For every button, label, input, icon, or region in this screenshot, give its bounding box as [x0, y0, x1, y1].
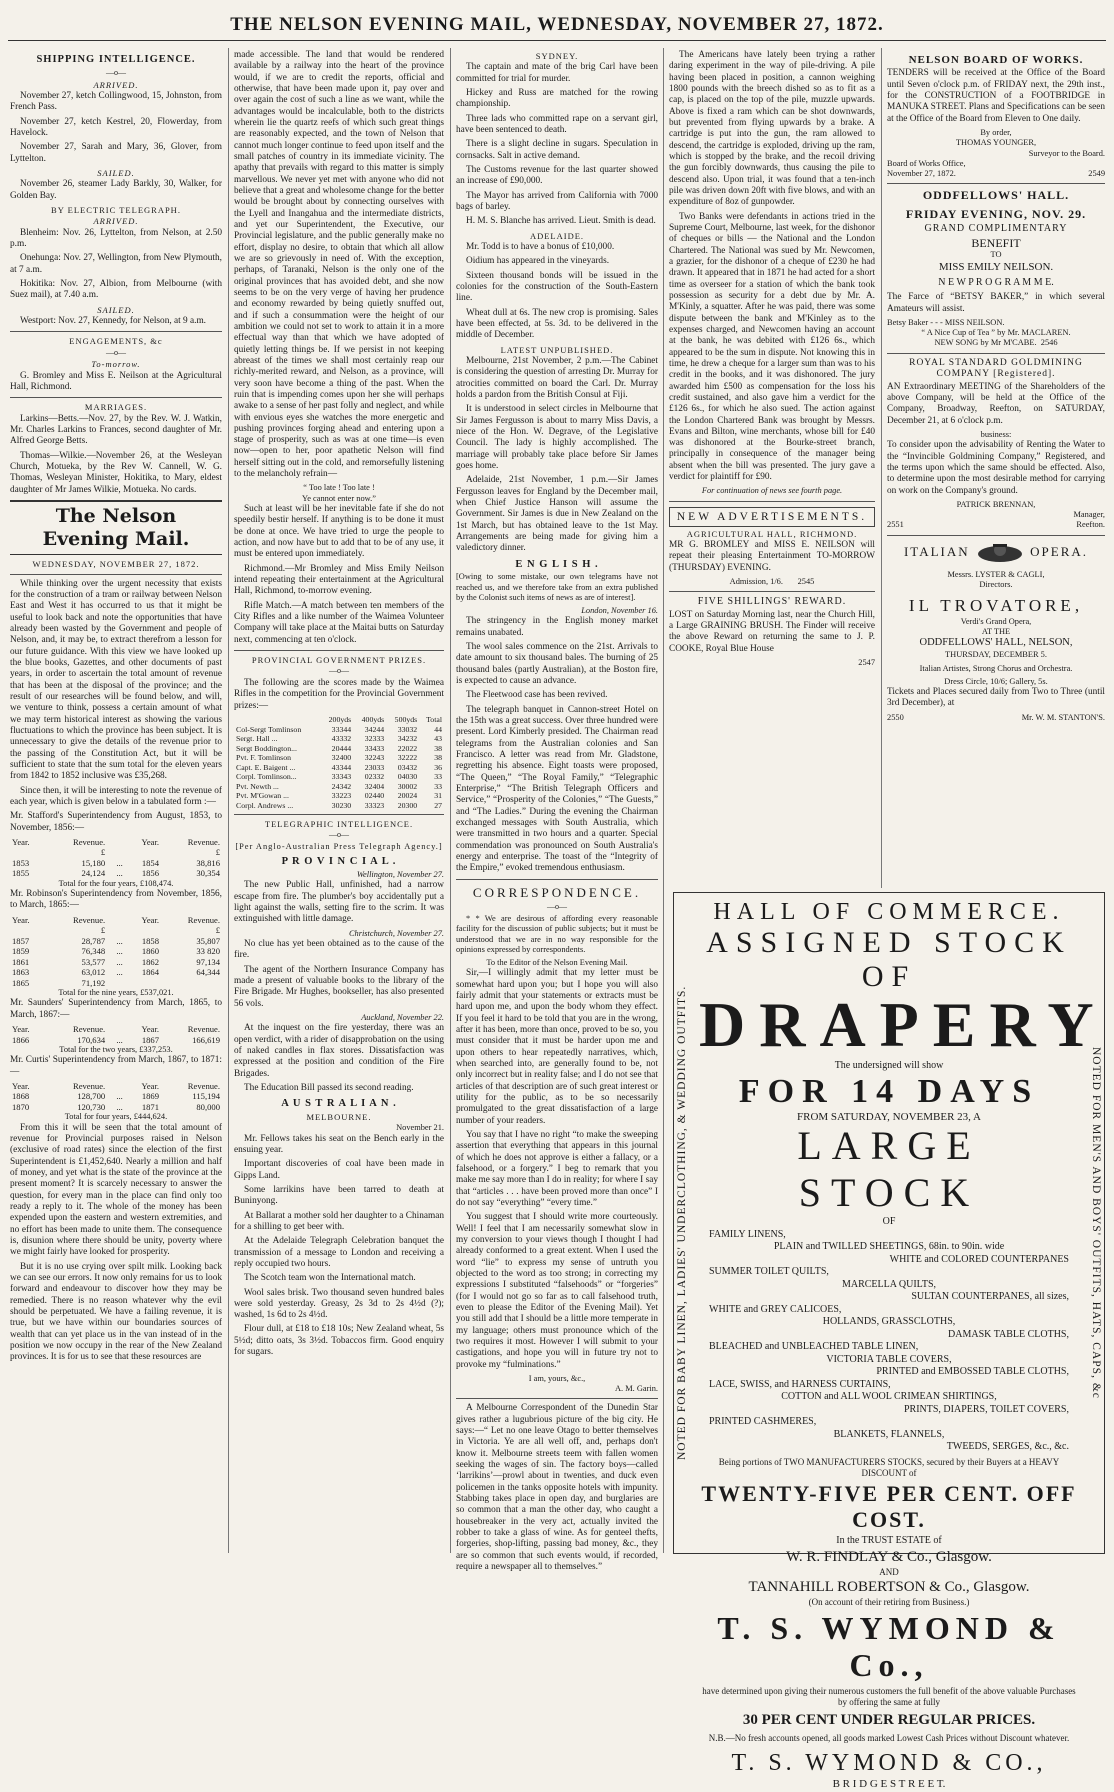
telegraph-heading: BY ELECTRIC TELEGRAPH. — [51, 204, 181, 215]
ad-line: W. R. FINDLAY & Co., Glasgow. — [786, 1548, 992, 1565]
sailed-heading: SAILED. — [97, 304, 135, 315]
marriage-item: Larkins—Betts.—Nov. 27, by the Rev. W. J. Watkin, Mr. Charles Larkins to Frances, second daughter of Mr. Alfred George Betts. — [10, 413, 222, 447]
ad-line: MISS EMILY NEILSON. — [938, 260, 1054, 273]
ad-list-item: TWEEDS, SERGES, &c., &c. — [946, 1441, 1069, 1453]
rule — [234, 814, 444, 815]
letter-paragraph: Sir,—I willingly admit that my letter must be somewhat hard upon you; but I hope you will also fairly admit that your statements or extracts must be hard upon me, and upon the body whom they effect. If you feel it hard to be told that you are in the wrong, after it has been, more than once, proved to be so, you must consider that it must be harder upon me and upon others to hear repeatedly narratives, which, when searched into, are generally found to be, not only incorrect but in reality false; and I do not see that articles of that description are of such great interest or utility for the public, as to be so necessarily promulgated to the great dissatisfaction of a large number of your readers. — [456, 968, 658, 1126]
ad-line: 30 PER CENT UNDER REGULAR PRICES. — [742, 1712, 1036, 1729]
news-paragraph: A Melbourne Correspondent of the Dunedin Star gives rather a lugubrious picture of the big city. He says:—“ Let no one leave Otago to better themselves in Victoria. Ye are all well off, and, perhaps don't know it. Melbourne streets teem with fallen women seeking the wages of sin. The factory boys—called ‘larrikins’—prowl about in twenties, and duck even policemen in the tanks opposite hotels with impunity. Stabbing takes place in open day, and burglaries are so common that a man the other day, who caught a housebreaker in the very act, actually invited the robber to take a glass of wine. As for genteel thefts, forgeries, shop-lifting, passing bad money, &c., they are so common that such events would, if recorded, require a newspaper all to themselves.” — [456, 1403, 658, 1572]
column-divider — [881, 48, 882, 888]
divider: —o— — [547, 902, 567, 912]
rule — [234, 650, 444, 651]
ad-title: TWENTY-FIVE PER CENT. OFF COST. — [701, 1481, 1077, 1533]
ad-line: The undersigned will show — [834, 1060, 944, 1071]
news-paragraph: The telegraph banquet in Cannon-street Hotel on the 15th was a great success. Over three hundred were present. Lord Kimberly presided. The Chairman read telegrams from the Australian colonies and San Francisco. A letter was read from Mr. Gladstone, regretting his absence. Eight toasts were proposed, “The Queen,” “The Royal Family,” “Telegraphic Enterprise,” “The British Telegraph Officers and Service,” “Prosperity of the Colonies,” “The Guests,” and “The Ladies.” During the evening the Chairman exchanged messages with South Australia, which were transmitted in two hours and a quarter. Special commendation was pronounced on South Australia's energy and enterprise. The toast of the “Integrity of the Empire,” evoked tremendous enthusiasm. — [456, 704, 658, 874]
divider: —o— — [329, 666, 349, 676]
drapery-advertisement — [673, 892, 1108, 1791]
ad-line: PATRICK BRENNAN, — [956, 499, 1036, 509]
sydney-heading: SYDNEY. — [535, 51, 579, 61]
news-paragraph: Mr. Todd is to have a bonus of £10,000. — [466, 241, 615, 252]
ad-list-item: SUMMER TOILET QUILTS, — [709, 1266, 829, 1278]
ad-line: November 27, 1872. 2549 — [887, 169, 1105, 179]
ad-list-item: PLAIN and TWILLED SHEETINGS, 68in. to 90in. wide — [773, 1241, 1005, 1253]
ad-title: ASSIGNED STOCK OF — [706, 926, 1072, 993]
table-row: Sergt Boddington... 20444 33433 22022 38 — [236, 743, 442, 753]
masthead: THE NELSON EVENING MAIL, WEDNESDAY, NOVEMBER 27, 1872. — [230, 14, 884, 35]
ad-line: 2550 Mr. W. M. STANTON'S. — [887, 712, 1105, 722]
rule — [669, 501, 875, 502]
sailed-heading: SAILED. — [97, 167, 135, 178]
column-3 — [456, 50, 658, 1572]
ad-line: OF — [882, 1216, 896, 1228]
ad-list-item: VICTORIA TABLE COVERS, — [826, 1353, 952, 1365]
dateline: Wellington, November 27. — [356, 870, 444, 880]
ad-list-item: MARCELLA QUILTS, — [841, 1278, 937, 1290]
dateline: Auckland, November 22. — [361, 1012, 444, 1022]
ad-line: T. S. WYMOND & CO., — [731, 1750, 1047, 1777]
table-heading: Mr. Saunders' Superintendency from March, 1865, to March, 1867:— — [10, 998, 222, 1020]
revenue-table: Year. Revenue. Year. Revenue. 1868 128,700 ... 1869 115,194 1870 120,730 ... 1871 80,000 — [12, 1080, 220, 1112]
news-paragraph: Richmond.—Mr Bromley and Miss Emily Neilson intend repeating their entertainment at the Agricultural Hall, Richmond, to-morrow evening. — [234, 563, 444, 597]
news-paragraph: Hickey and Russ are matched for the rowing championship. — [456, 88, 658, 110]
ad-line: IL TROVATORE, — [908, 596, 1084, 616]
rule — [887, 353, 1105, 354]
english-heading: E N G L I S H . — [515, 558, 599, 570]
arrived-heading: ARRIVED. — [93, 216, 139, 227]
table-row: 1870 120,730 ... 1871 80,000 — [12, 1101, 220, 1112]
ad-heading: ROYAL STANDARD GOLDMINING COMPANY [Registered]. — [909, 357, 1083, 380]
ad-title: LARGE STOCK — [797, 1123, 981, 1216]
royal-crest-icon — [975, 542, 1025, 564]
ad-heading: ODDFELLOWS' HALL. — [922, 188, 1070, 203]
ad-list-item: PRINTED CASHMERES, — [709, 1416, 817, 1428]
ad-line: Verdi's Grand Opera, — [960, 616, 1032, 626]
engagements-heading: ENGAGEMENTS, &c — [69, 336, 163, 347]
ad-line: Dress Circle, 10/6; Gallery, 5s. — [944, 676, 1048, 686]
table-row: 1863 63,012 ... 1864 64,344 — [12, 967, 220, 978]
ad-admission: Admission, 1/6. 2545 — [729, 577, 815, 587]
news-paragraph: Wool sales brisk. Two thousand seven hundred bales were sold yesterday. Greasy, 2s 3d to 2s 4½d (?); washed, 1s 6d to 2s 4½d. — [234, 1287, 444, 1321]
ad-list-item: PRINTS, DIAPERS, TOILET COVERS, — [903, 1403, 1069, 1415]
ad-line: business: — [980, 430, 1012, 440]
ad-list-item: LACE, SWISS, and HARNESS CURTAINS, — [709, 1378, 891, 1390]
divider: —o— — [329, 830, 349, 840]
ad-line: 2551 Reefton. — [887, 520, 1105, 530]
ad-list-item: BLEACHED and UNBLEACHED TABLE LINEN, — [709, 1341, 919, 1353]
column-1 — [10, 50, 222, 1555]
telegraphic-subheading: [Per Anglo-Australian Press Telegraph Agency.] — [235, 842, 443, 852]
ad-line: N.B.—No fresh accounts opened, all goods marked Lowest Cash Prices without Discount whatever. — [708, 1733, 1070, 1743]
australian-heading: A U S T R A L I A N . — [281, 1098, 397, 1110]
ad-line: N E W P R O G R A M M E. — [938, 277, 1054, 289]
rule — [887, 535, 1105, 536]
news-paragraph: Some larrikins have been tarred to death at Buninyong. — [234, 1184, 444, 1207]
unpublished-heading: LATEST UNPUBLISHED. — [500, 344, 614, 355]
table-total: Total for the nine years, £537,021. — [58, 988, 174, 998]
column-5 — [887, 50, 1105, 888]
news-paragraph: The agent of the Northern Insurance Company has made a present of valuable books to the library of the Fire Brigade. Mr Hughes, bookseller, has also presented 56 vols. — [234, 964, 444, 1009]
news-paragraph: There is a slight decline in sugars. Speculation in cornsacks. Salt in active demand. — [456, 139, 658, 161]
arrival-item: November 27, ketch Kestrel, 20, Flowerday, from Havelock. — [10, 116, 222, 138]
column-divider — [663, 48, 664, 1553]
arrival-item: November 27, Sarah and Mary, 36, Glover, from Lyttelton. — [10, 142, 222, 164]
news-paragraph: The Americans have lately been trying a rather daring experiment in the way of pile-driving. A pile having been placed in position, a cannon weighing 1800 pounds with the breech dished so as to fit as a cap, is placed on the top of the pile, muzzle upwards. Above is fixed a ram which can be shot downwards, but prevented from flying upwards by a brake. A cartridge is put into the gun, the ram allowed to descend, the cartridge is exploded, driving up the ram, which is stopped by the brake, and the recoil driving the gun forcibly downwards, thus causing the pile to descend also. Upon trial, it was found that a ten-inch pile was driven down 20ft with five blows, and with an expenditure of 8oz of gunpowder. — [669, 50, 875, 208]
sailed-item: November 26, steamer Lady Barkly, 30, Walker, for Golden Bay. — [10, 179, 222, 201]
dateline: Christchurch, November 27. — [348, 928, 444, 938]
ad-line: (On account of their retiring from Business.) — [808, 1596, 970, 1607]
table-row: 1868 128,700 ... 1869 115,194 — [12, 1091, 220, 1102]
ad-list-item: COTTON and ALL WOOL CRIMEAN SHIRTINGS, — [781, 1391, 997, 1403]
prizes-heading: PROVINCIAL GOVERNMENT PRIZES. — [251, 654, 427, 665]
ad-line: GRAND COMPLIMENTARY — [924, 222, 1068, 234]
table-total: Total for the two years, £337,253. — [59, 1045, 173, 1055]
news-paragraph: Flour dull, at £18 to £18 10s; New Zealand wheat, 5s 5½d; ditto oats, 3s 3½d. Tobaccos firm. Good enquiry for sugars. — [234, 1324, 444, 1358]
table-total: Total for four years, £444,624. — [64, 1112, 168, 1122]
ad-body: MR G. BROMLEY and MISS E. NEILSON will repeat their pleasing Entertainment TO-MORROW (THURSDAY) EVENING. — [669, 540, 875, 573]
ad-line: Surveyor to the Board. — [1028, 148, 1105, 158]
ad-body: The Farce of “BETSY BAKER,” in which several Amateurs will assist. — [887, 292, 1105, 314]
news-paragraph: Wheat dull at 6s. The new crop is promising. Sales have been effected, at 5s. 3d. to be delivered in the middle of December. — [456, 307, 658, 341]
marriages-heading: MARRIAGES. — [84, 402, 148, 413]
ad-list-item: SULTAN COUNTERPANES, all sizes, — [911, 1291, 1069, 1303]
rule — [669, 591, 875, 592]
news-paragraph: Melbourne, 21st November, 2 p.m.—The Cabinet is considering the question of arresting Dr. Murray for atrocities committed on board the Carl. Dr. Murray holds a pardon from the British Consul at Fiji. — [456, 355, 658, 400]
rule — [10, 574, 222, 575]
ad-line: have determined upon giving their numerous customers the full benefit of the above valuable Purchases by offering the same at fully — [702, 1685, 1076, 1707]
divider: —o— — [106, 347, 126, 357]
news-paragraph: The Customs revenue for the last quarter showed an increase of £90,000. — [456, 164, 658, 187]
paper-title: The Nelson Evening Mail. — [10, 500, 222, 555]
news-paragraph: The stringency in the English money market remains unabated. — [456, 616, 658, 638]
ad-list-item: WHITE and COLORED COUNTERPANES — [889, 1253, 1069, 1265]
continuation-note: For continuation of news see fourth page. — [701, 486, 843, 496]
telegraph-item: Blenheim: Nov. 26, Lyttelton, from Nelson, at 2.50 p.m. — [10, 227, 222, 249]
table-row: Corpl. Andrews ... 30230 33323 20300 27 — [236, 800, 442, 810]
shipping-heading: SHIPPING INTELLIGENCE. — [36, 54, 196, 65]
table-row: Pvt. Newth ... 24342 32404 30002 33 — [236, 781, 442, 791]
dateline: London, November 16. — [581, 606, 658, 616]
ad-line: Betsy Baker - - - MISS NEILSON. — [887, 317, 1005, 327]
tomorrow-label: To-morrow. — [91, 359, 141, 370]
news-paragraph: Oidium has appeared in the vineyards. — [466, 256, 610, 267]
table-row: 1866 170,634 ... 1867 166,619 — [12, 1034, 220, 1045]
table-row: 1853 15,180 ... 1854 38,816 — [12, 857, 220, 868]
table-row: Pvt. M'Gowan ... 33223 02440 20024 31 — [236, 791, 442, 800]
ad-list-item: BLANKETS, FLANNELS, — [833, 1428, 945, 1440]
scores-table: 200yds 400yds 500yds Total Col-Sergt Tomlinson 33344 34244 33032 44 Sergt. Hall ... 43332 32333 34232 43 Sergt Boddington... 20444 33433 22022 38 Pvt. F. Tomlinson 32400 32243 32222 38 Capt. E. Baigent ... 43344 23033 03432 36 Corpl. Tomlinson... 33343 02332 04030 33 Pvt. Newth ... 24342 32404 30002 33 Pvt. M'Gowan ... 33223 02440 20024 31 Corpl. Andrews ... 30230 33323 20300 27 — [236, 715, 442, 810]
editorial-paragraph: made accessible. The land that would be rendered available by a railway into the heart of the province would, if we are to credit the reports, official and otherwise, that have been made upon it, pay over and over again the cost of such a line as we want, while the advantages would be incalculable, both to the districts wherein lie the quartz reefs of which such great things are reasonably expected, and the town of Nelson that cannot much longer continue to feed upon itself and the small patches of country in its immediate vicinity. The apathy that prevails with regard to this matter is simply marvellous. We never yet met with anyone who did not believe that a great and wholesome change for the better would be brought about by connecting ourselves with the Lyell and Inangahua and the intermediate districts, and yet our Superintendent, the Executive, our Provincial legislature, and the public generally make no effort, display no desire, to obtain that which all allow we are so grievously in need of. With the exception, perhaps, of Taranaki, Nelson is the only one of the original provinces that has avoided debt, and she now seems to be on the very verge of having her prudence and economy rewarded by being quietly snuffed out, and if such a consummation were the height of our ambition we could not set to work to attain it in a more effectual way than that which we have adopted of quietly letting things be. If we persist in not keeping abreast of the times we shall most certainly reap our richly-merited reward, and Nelson, as a province, will very soon have become a thing of the past. When the ruin that is impending comes upon her she will perhaps awake to a sense of her past folly and neglect, and while with envious eyes she watches the more energetic and pushing provinces forging ahead and entering upon a stage of prosperity, such as was at one time—is even now—open to her, poor apathetic Nelson will find herself sitting out in the cold, and remorsefully listening to the melancholy refrain— — [234, 50, 444, 480]
ad-heading: AGRICULTURAL HALL, RICHMOND. — [686, 528, 858, 539]
ad-line: Manager, — [1073, 510, 1105, 520]
ad-number: 2547 — [858, 657, 875, 667]
ad-line: By order, — [980, 128, 1012, 138]
left-vertical-slogan: NOTED FOR BABY LINEN, LADIES' UNDERCLOTHING, & WEDDING OUTFITS. — [676, 985, 688, 1461]
masthead-rule — [8, 40, 1106, 41]
revenue-table: Year. Revenue. Year. Revenue. £ £ 1853 15,180 ... 1854 38,816 1855 24,124 ... 1856 30,354 — [12, 836, 220, 879]
ad-line: “ A Nice Cup of Tea ” by Mr. MACLAREN. — [921, 328, 1071, 338]
editorial-paragraph: Since then, it will be interesting to note the revenue of each year, which is given below in a tabulated form :— — [10, 785, 222, 807]
marriage-item: Thomas—Wilkie.—November 26, at the Wesleyan Church, Motueka, by the Rev W. Cannell, W. G. Thomas, Wesleyan Minister, Hokitika, to Mary, eldest daughter of Mr James Wilkie, Motueka. No cards. — [10, 450, 222, 495]
table-row: 1855 24,124 ... 1856 30,354 — [12, 868, 220, 879]
arrived-heading: ARRIVED. — [93, 79, 139, 90]
news-paragraph: It is understood in select circles in Melbourne that Sir James Fergusson is about to marry Miss Davis, a niece of the Hon. W. Degrave, of the Legislative Council. The lady is highly accomplished. The marriage will probably take place before Sir James goes home. — [456, 404, 658, 471]
news-paragraph: The Mayor has arrived from California with 7000 bags of barley. — [456, 190, 658, 212]
editorial-paragraph: Such at least will be her inevitable fate if she do not speedily bestir herself. If anything is to be done it must be done at once. We have tried to urge the people to action, and now have but to add that to be of any use, it must be entered upon immediately. — [234, 503, 444, 560]
table-total: Total for the four years, £108,474. — [58, 878, 174, 888]
telegraph-item: Hokitika: Nov. 27, Albion, from Melbourne (with Suez mail), at 7.40 a.m. — [10, 278, 222, 301]
letter-closing: I am, yours, &c., — [528, 1373, 586, 1383]
ad-body: TENDERS will be received at the Office of the Board until Seven o'clock p.m. of FRIDAY next, the 29th inst., for the CONSTRUCTION of a FOOTBRIDGE in MANUKA STREET. Plans and Specifications can be seen at the Office of the Board from Eleven to One daily. — [887, 68, 1105, 124]
ad-list-item: FAMILY LINENS, — [709, 1228, 786, 1240]
rule — [456, 1398, 658, 1399]
telegraph-item: Onehunga: Nov. 27, Wellington, from New Plymouth, at 7 a.m. — [10, 253, 222, 275]
rule — [887, 183, 1105, 184]
ad-title: T. S. WYMOND & Co., — [717, 1609, 1061, 1683]
ad-body: Tickets and Places secured daily from Two to Three (until 3rd December), at — [887, 687, 1105, 709]
ad-line: Italian Artistes, Strong Chorus and Orchestra. — [919, 663, 1073, 673]
letter-paragraph: You say that I have no right “to make the sweeping assertion that everything that appears in this journal of which he does not approve is either a fallacy, or a falsehood, or a forgery.” I beg to remark that you make me say more than I do in reality; for where I say that “articles . . . have been proved more than once” I do not say “everything” “every time.” — [456, 1130, 658, 1208]
ad-line: AT THE — [981, 627, 1011, 637]
dateline: November 21. — [396, 1123, 444, 1133]
ad-line: THURSDAY, DECEMBER 5. — [945, 650, 1047, 660]
news-paragraph: The Scotch team won the International match. — [244, 1273, 416, 1284]
column-2 — [234, 50, 444, 1555]
table-row: Pvt. F. Tomlinson 32400 32243 32222 38 — [236, 753, 442, 762]
news-paragraph: Two Banks were defendants in actions tried in the Supreme Court, Melbourne, last week, for the dishonor of cheques or bills — the National and the London Chartered. The National was sued by Mr. Newcomen, a grazier, for the dishonor of a cheque of £230 he had drawn. It appeared that in 1871 he had acted for a short time as overseer for a station of which the bank took possession as security for a debt due by Mr. A. M'Kinly, a squatter. After he was paid, there was some dispute between the bank and M'Kinley as to the expenses charged, and Newcomen having an account at the bank, he was debited with £126 6s., which appeared to be the sum in dispute. Not knowing this in time, he drew a cheque for a larger sum than was to his credit in the books, and it was dishonored. The jury awarded him £500 as compensation for the loss his credit sustained, and also gave him a verdict for the £126 6s., for which he also sued. The action against the London Chartered Bank was brought by Messrs. Evans and Bilton, wine merchants, whose bill for £40 was dishonored at the Bourke-street branch, principally in consequence of the manager being absent when the bill was presented. The jury gave a verdict for plaintiff for £90. — [669, 211, 875, 483]
opera-heading: ITALIAN OPERA. — [887, 542, 1105, 564]
ad-line: In the TRUST ESTATE of — [836, 1535, 942, 1547]
ad-heading: FIVE SHILLINGS' REWARD. — [697, 596, 847, 608]
table-row: Corpl. Tomlinson... 33343 02332 04030 33 — [236, 772, 442, 781]
new-advertisements-heading: NEW ADVERTISEMENTS. — [669, 507, 875, 527]
table-row: 1859 76,348 ... 1860 33 820 — [12, 946, 220, 957]
ad-line: Directors. — [979, 579, 1013, 589]
ad-title: HALL OF COMMERCE. — [713, 899, 1065, 925]
dateline: WEDNESDAY, NOVEMBER 27, 1872. — [32, 559, 200, 570]
ad-line: NEW SONG by Mr M'CABE. 2546 — [934, 338, 1058, 348]
ad-body: LOST on Saturday Morning last, near the Church Hill, a Large GRAINING BRUSH. The Finder will receive the above Reward on returning the same to J. P. COOKE, Royal Blue House — [669, 609, 875, 654]
revenue-table: Year. Revenue. Year. Revenue. £ £ 1857 28,787 ... 1858 35,807 1859 76,348 ... 1860 33 820 1861 53,577 ... 1862 97,134 1863 63,012 ... 1864 64,344 1865 71,192 — [12, 914, 220, 988]
right-vertical-slogan: NOTED FOR MEN'S AND BOYS' OUTFITS, HATS, CAPS, &c — [1090, 1047, 1102, 1399]
verse-line: Ye cannot enter now.” — [302, 493, 376, 503]
table-row: 1865 71,192 — [12, 977, 106, 988]
revenue-table: Year. Revenue. Year. Revenue. 1866 170,634 ... 1867 166,619 — [12, 1024, 220, 1045]
table-row: Capt. E. Baigent ... 43344 23033 03432 36 — [236, 762, 442, 772]
table-heading: Mr. Stafford's Superintendency from August, 1853, to November, 1856:— — [10, 811, 222, 833]
ad-line: B R I D G E S T R E E T. — [832, 1778, 946, 1791]
news-paragraph: Mr. Fellows takes his seat on the Bench early in the ensuing year. — [234, 1133, 444, 1155]
ad-list-item: HOLLANDS, GRASSCLOTHS, — [822, 1316, 956, 1328]
arrival-item: November 27, ketch Collingwood, 15, Johnston, from French Pass. — [10, 90, 222, 113]
ad-heading: FRIDAY EVENING, NOV. 29. — [905, 206, 1087, 221]
column-divider — [450, 48, 451, 1553]
editorial-paragraph: While thinking over the urgent necessity that exists for the construction of a tram or railway between Nelson East and West it has occurred to us that it might be useful to look back and note the opportunities that have already been wasted by the Government and people of Nelson, and, it may be, to extract therefrom a lesson for our future guidance. With this view we have looked up the blue books, Gazettes, and other documents of past years, in order to ascertain the total amount of revenue that has been at the disposal of the province; and the result of our researches will be found below, and will, we venture to think, possess a certain amount of what we may term historical interest as showing the various fluctuations to which the province has been subject. It is unnecessary to give the details of the revenue prior to the passing of the Constitution Act, but it will be sufficient to state that the sum total for the eleven years from 1842 to 1852 inclusive was £35,268. — [10, 578, 222, 782]
news-paragraph: The following are the scores made by the Waimea Rifles in the competition for the Provincial Government prizes:— — [234, 678, 444, 711]
ad-line: Board of Works Office, — [887, 158, 966, 168]
ad-line: FROM SATURDAY, NOVEMBER 23, A — [797, 1110, 981, 1123]
letter-signature: A. M. Garin. — [614, 1384, 658, 1394]
news-paragraph: Sixteen thousand bonds will be issued in the colonies for the construction of the South-Eastern line. — [456, 270, 658, 304]
rule — [10, 397, 222, 398]
letter-paragraph: You suggest that I should write more courteously. Well! I feel that I am necessarily somewhat slow in my conversion to your views though I thought I had already conformed to a great extent. When I used the word “lie” to express my sense of untruth you objected to the word as too strong; in correcting my expressions I substituted “falsehoods” or “forgeries” (for I would not go so far as to call falsehood truth, even to please the Editor of the Evening Mail). Yet you still add that I should be a little more temperate in my language; others must pronounce which of the two requires it most. However I will submit to your castigations, and hope you will in future try not to provoke my “fulminations.” — [456, 1212, 658, 1370]
rule — [456, 879, 658, 880]
column-divider — [228, 48, 229, 1553]
board-heading: NELSON BOARD OF WORKS. — [908, 54, 1084, 66]
editorial-paragraph: But it is no use crying over spilt milk. Looking back we can see our errors. It now only remains for us to look forward and endeavour to discover how they may be remedied. There is no reason whatever why the evil should be perpetuated. We have a failing revenue, it is true, but we have within our boundaries sources of wealth that can yet place us in the van instead of in the position we now occupy in the rear of the New Zealand provinces. It is for us to see that these resources are — [10, 1261, 222, 1363]
correspondence-heading: CORRESPONDENCE. — [472, 884, 642, 900]
news-paragraph: At the Adelaide Telegraph Celebration banquet the transmission of a message to London and receiving a reply occupied two hours. — [234, 1236, 444, 1269]
melbourne-heading: MELBOURNE. — [306, 1111, 372, 1122]
ad-list-item: DAMASK TABLE CLOTHS, — [948, 1328, 1069, 1340]
news-paragraph: H. M. S. Blanche has arrived. Lieut. Smith is dead. — [466, 216, 656, 227]
editorial-paragraph: From this it will be seen that the total amount of revenue for Provincial purposes raised in Nelson (exclusive of road rates) since the election of the first Superintendent is £1,452,640. Nearly a million and half of money, and yet what is the state of the province at the present moment? It is scarcely necessary to answer the question, for every man in the place can find only too ready a reply to it. The whole of the money has been expended upon the eastern and western extremities, and no effort has been made to unite them. The consequence is, disunion where there should be unity, poverty where we might fairly have looked for prosperity. — [10, 1122, 222, 1258]
ad-list-item: WHITE and GREY CALICOES, — [709, 1303, 842, 1315]
ad-title: DRAPERY — [699, 989, 1108, 1060]
news-paragraph: The Education Bill passed its second reading. — [244, 1082, 414, 1093]
engagement-item: G. Bromley and Miss E. Neilson at the Agricultural Hall, Richmond. — [10, 370, 222, 393]
ad-list-item: PRINTED and EMBOSSED TABLE CLOTHS, — [876, 1366, 1069, 1378]
ad-line: TO — [990, 250, 1002, 260]
ad-body: AN Extraordinary MEETING of the Shareholders of the above Company, will be held at the Office of the Company, Broadway, Reefton, on SATURDAY, December 21, at 6 o'clock p.m. — [887, 381, 1105, 426]
editor-note: [Owing to some mistake, our own telegrams have not reached us, and we therefore take from an extra published by the Colonist such items of news as are of interest]. — [456, 572, 658, 602]
table-heading: Mr. Curtis' Superintendency from March, 1867, to 1871:— — [10, 1055, 222, 1077]
column-4 — [669, 50, 875, 890]
news-paragraph: Three lads who committed rape on a servant girl, have been sentenced to death. — [456, 113, 658, 135]
news-paragraph: The captain and mate of the brig Carl have been committed for trial for murder. — [456, 62, 658, 84]
news-paragraph: The Fleetwood case has been revived. — [466, 690, 608, 701]
news-paragraph: The wool sales commence on the 21st. Arrivals to date amount to six thousand bales. The burning of 25 thousand bales (partly Australian), at the Boston fire, is expected to cause an advance. — [456, 642, 658, 686]
ad-body: To consider upon the advisability of Renting the Water to the “Invincible Goldmining Company,” Registered, and the terms upon which the same should be effected. Also, to determine upon the most desirable method for carrying on work on the Company's ground. — [887, 440, 1105, 496]
news-paragraph: The new Public Hall, unfinished, had a narrow escape from fire. The plumber's boy accidentally put a light against the walls, setting fire to the scrim. It was extinguished with little damage. — [234, 880, 444, 925]
table-row: Sergt. Hall ... 43332 32333 34232 43 — [236, 734, 442, 743]
ad-line: TANNAHILL ROBERTSON & Co., Glasgow. — [748, 1578, 1030, 1595]
table-row: Col-Sergt Tomlinson 33344 34244 33032 44 — [236, 724, 442, 734]
ad-title: FOR 14 DAYS — [738, 1072, 1040, 1110]
provincial-heading: P R O V I N C I A L . — [281, 856, 397, 868]
news-paragraph: At Ballarat a mother sold her daughter to a Chinaman for a shilling to get beer with. — [234, 1210, 444, 1232]
table-heading: Mr. Robinson's Superintendency from November, 1856, to March, 1865:— — [10, 889, 222, 911]
adelaide-heading: ADELAIDE. — [529, 230, 585, 241]
ad-line: BENEFIT — [971, 235, 1021, 250]
news-paragraph: No clue has yet been obtained as to the cause of the fire. — [234, 938, 444, 961]
verse-line: “ Too late ! Too late ! — [303, 483, 375, 493]
correspondence-note: * * We are desirous of affording every reasonable facility for the discussion of public subjects; but it must be understood that we are in no way responsible for the opinions expressed by correspondents. — [456, 914, 658, 954]
ad-line: AND — [879, 1566, 899, 1577]
telegraph-item: Westport: Nov. 27, Kennedy, for Nelson, at 9 a.m. — [20, 315, 207, 326]
rule — [10, 331, 222, 332]
table-row: 1861 53,577 ... 1862 97,134 — [12, 956, 220, 967]
ad-line: ODDFELLOWS' HALL, NELSON, — [919, 637, 1073, 649]
news-paragraph: Important discoveries of coal have been made in Gipps Land. — [234, 1159, 444, 1181]
ad-line: THOMAS YOUNGER, — [955, 138, 1037, 148]
news-paragraph: Rifle Match.—A match between ten members of the City Rifles and a like number of the Waimea Volunteer Company will take place at the Maitai butts on Saturday next, commencing at ten o'clock. — [234, 600, 444, 645]
telegraphic-heading: TELEGRAPHIC INTELLIGENCE. — [264, 819, 414, 829]
divider: —o— — [106, 67, 126, 77]
ad-line: Messrs. LYSTER & CAGLI, — [947, 569, 1045, 579]
news-paragraph: Adelaide, 21st November, 1 p.m.—Sir James Fergusson leaves for England by the December mail, when Chief Justice Hanson will assume the Government. Sir James is due in New Zealand on the 1st March, but has obtained leave to the 1st May. Arrangements are being made for giving him a valedictory dinner. — [456, 475, 658, 554]
table-row: 1857 28,787 ... 1858 35,807 — [12, 935, 220, 946]
ad-line: Being portions of TWO MANUFACTURERS STOCKS, secured by their Buyers at a HEAVY DISCOUNT of — [718, 1456, 1060, 1478]
news-paragraph: At the inquest on the fire yesterday, there was an open verdict, with a rider of disapprobation on the using of naked candles in flax stores. Dissatisfaction was expressed at the position and condition of the Fire Brigades. — [234, 1023, 444, 1079]
letter-address: To the Editor of the Nelson Evening Mail. — [486, 958, 628, 968]
